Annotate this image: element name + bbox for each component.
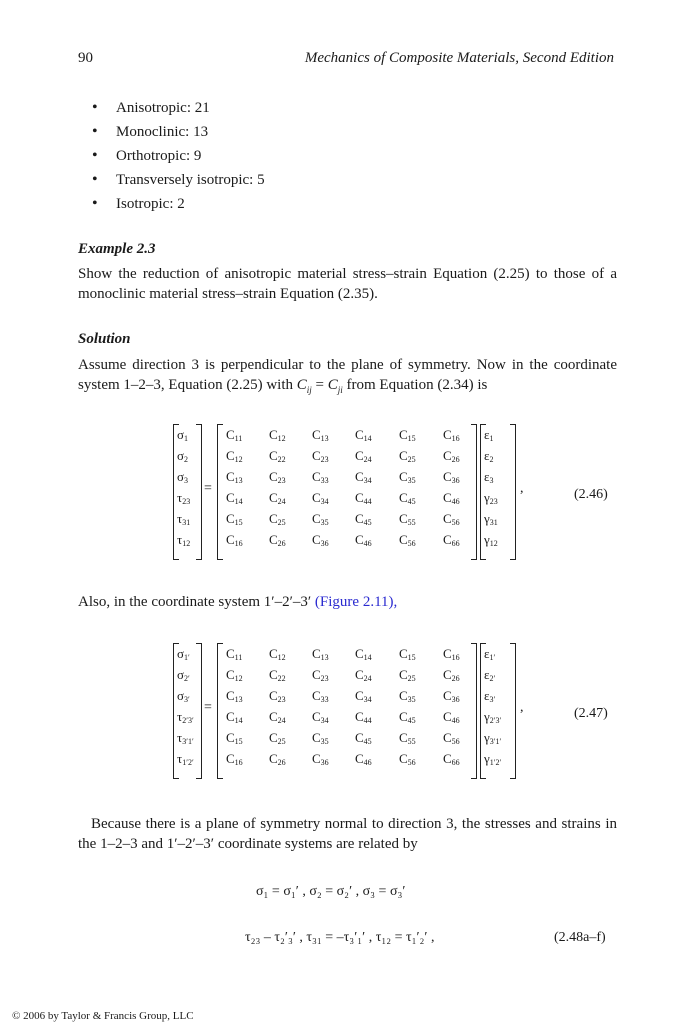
matrix-entry: $C_{34}$ — [312, 490, 329, 506]
matrix-entry: $C_{13}$ — [226, 469, 243, 485]
matrix-entry: $\gamma_{1'2'}$ — [484, 751, 502, 767]
matrix-entry: $\varepsilon_1$ — [484, 427, 494, 443]
matrix-entry: $C_{12}$ — [269, 646, 286, 662]
matrix-entry: $C_{45}$ — [399, 709, 416, 725]
matrix-entry: $\tau_{2'3'}$ — [177, 709, 194, 725]
matrix-entry: $C_{56}$ — [443, 511, 460, 527]
matrix-entry: $C_{44}$ — [355, 709, 372, 725]
matrix-entry: $\varepsilon_{3'}$ — [484, 688, 496, 704]
matrix-entry: $C_{23}$ — [312, 667, 329, 683]
matrix-entry: $C_{24}$ — [355, 448, 372, 464]
list-item: • Monoclinic: 13 — [92, 120, 265, 144]
bracket — [217, 424, 223, 560]
matrix-entry: $C_{34}$ — [355, 469, 372, 485]
equation-number: (2.48a–f) — [554, 930, 606, 945]
bracket — [196, 643, 202, 779]
matrix-entry: $C_{24}$ — [269, 709, 286, 725]
matrix-entry: $\sigma_{1'}$ — [177, 646, 190, 662]
bracket — [510, 643, 516, 779]
matrix-entry: $C_{25}$ — [269, 511, 286, 527]
matrix-entry: $C_{11}$ — [226, 427, 243, 443]
matrix-entry: $\gamma_{3'1'}$ — [484, 730, 502, 746]
matrix-entry: $C_{15}$ — [399, 427, 416, 443]
matrix-entry: $C_{11}$ — [226, 646, 243, 662]
matrix-entry: $\gamma_{31}$ — [484, 511, 498, 527]
matrix-entry: $C_{33}$ — [312, 469, 329, 485]
matrix-entry: $C_{34}$ — [355, 688, 372, 704]
matrix-entry: $C_{35}$ — [399, 688, 416, 704]
matrix-entry: $\varepsilon_2$ — [484, 448, 494, 464]
matrix-entry: $C_{56}$ — [443, 730, 460, 746]
matrix-entry: $C_{13}$ — [312, 646, 329, 662]
matrix-entry: $\sigma_3$ — [177, 469, 189, 485]
figure-link[interactable]: (Figure 2.11), — [314, 594, 398, 610]
matrix-entry: $C_{12}$ — [226, 667, 243, 683]
list-item: • Transversely isotropic: 5 — [92, 168, 265, 192]
example-text: Show the reduction of anisotropic material stress–strain Equation (2.25) to those of a monoclinic material stress–strain Equation (2.35). — [78, 266, 617, 302]
matrix-entry: $C_{46}$ — [355, 751, 372, 767]
bracket — [471, 643, 477, 779]
matrix-entry: $C_{66}$ — [443, 532, 460, 548]
matrix-entry: $C_{25}$ — [399, 667, 416, 683]
running-title: Mechanics of Composite Materials, Second Edition — [304, 50, 614, 66]
matrix-entry: $C_{46}$ — [355, 532, 372, 548]
example-heading: Example 2.3 — [78, 241, 156, 257]
matrix-entry: $C_{35}$ — [312, 511, 329, 527]
symmetry-count-list — [92, 96, 265, 216]
matrix-entry: $C_{44}$ — [355, 490, 372, 506]
matrix-entry: $\sigma_2$ — [177, 448, 189, 464]
matrix-entry: $\tau_{23}$ — [177, 490, 191, 506]
matrix-entry: $C_{23}$ — [269, 469, 286, 485]
matrix-entry: $C_{45}$ — [399, 490, 416, 506]
matrix-entry: $C_{14}$ — [226, 490, 243, 506]
matrix-entry: $\tau_{31}$ — [177, 511, 191, 527]
matrix-entry: $C_{36}$ — [443, 688, 460, 704]
matrix-entry: $C_{55}$ — [399, 730, 416, 746]
bracket — [217, 643, 223, 779]
matrix-entry: $C_{56}$ — [399, 751, 416, 767]
matrix-entry: $C_{45}$ — [355, 511, 372, 527]
matrix-entry: $C_{26}$ — [443, 667, 460, 683]
matrix-entry: $C_{13}$ — [226, 688, 243, 704]
matrix-entry: $C_{16}$ — [443, 427, 460, 443]
matrix-entry: $C_{15}$ — [226, 511, 243, 527]
matrix-entry: $C_{12}$ — [269, 427, 286, 443]
matrix-entry: $\gamma_{2'3'}$ — [484, 709, 502, 725]
matrix-entry: $C_{35}$ — [399, 469, 416, 485]
copyright: © 2006 by Taylor & Francis Group, LLC — [12, 1010, 194, 1022]
matrix-entry: $C_{25}$ — [399, 448, 416, 464]
matrix-entry: $C_{14}$ — [226, 709, 243, 725]
matrix-entry: $\sigma_{2'}$ — [177, 667, 190, 683]
matrix-entry: $C_{36}$ — [443, 469, 460, 485]
matrix-entry: $C_{46}$ — [443, 490, 460, 506]
matrix-entry: $\sigma_{3'}$ — [177, 688, 190, 704]
matrix-entry: $C_{26}$ — [269, 532, 286, 548]
matrix-entry: $C_{23}$ — [312, 448, 329, 464]
matrix-entry: $\gamma_{12}$ — [484, 532, 498, 548]
equation-2-48-line1: σ₁ = σ₁′ , σ₂ = σ₂′ , σ₃ = σ₃′ — [256, 884, 406, 899]
matrix-entry: $C_{16}$ — [226, 532, 243, 548]
matrix-entry: $\tau_{12}$ — [177, 532, 191, 548]
matrix-entry: $C_{24}$ — [355, 667, 372, 683]
equals-sign: = — [204, 700, 212, 715]
matrix-entry: $C_{16}$ — [226, 751, 243, 767]
matrix-entry: $C_{13}$ — [312, 427, 329, 443]
matrix-entry: $C_{15}$ — [399, 646, 416, 662]
matrix-entry: $\sigma_1$ — [177, 427, 189, 443]
matrix-entry: $C_{22}$ — [269, 448, 286, 464]
matrix-entry: $C_{36}$ — [312, 532, 329, 548]
matrix-entry: $C_{33}$ — [312, 688, 329, 704]
matrix-entry: $C_{23}$ — [269, 688, 286, 704]
equation-number: (2.46) — [574, 487, 608, 502]
matrix-entry: $\tau_{1'2'}$ — [177, 751, 194, 767]
bracket — [471, 424, 477, 560]
matrix-entry: $C_{55}$ — [399, 511, 416, 527]
solution-text: Assume direction 3 is perpendicular to the plane of symmetry. Now in the coordinate system 1–2–3, Equation (2.25) with $C_{ij} = C_{ji}$ from Equation (2.34) is — [78, 357, 617, 395]
matrix-entry: $C_{24}$ — [269, 490, 286, 506]
matrix-entry: $C_{26}$ — [269, 751, 286, 767]
comma: , — [520, 481, 524, 496]
matrix-entry: $C_{35}$ — [312, 730, 329, 746]
matrix-entry: $C_{46}$ — [443, 709, 460, 725]
bracket — [196, 424, 202, 560]
list-item: • Isotropic: 2 — [92, 192, 265, 216]
equation-2-48-line2: τ₂₃ – τ₂′₃′ , τ₃₁ = –τ₃′₁′ , τ₁₂ = τ₁′₂′ , — [245, 930, 435, 945]
matrix-entry: $C_{26}$ — [443, 448, 460, 464]
matrix-entry: $C_{15}$ — [226, 730, 243, 746]
matrix-entry: $C_{12}$ — [226, 448, 243, 464]
list-item: • Anisotropic: 21 — [92, 96, 265, 120]
matrix-entry: $\varepsilon_{2'}$ — [484, 667, 496, 683]
matrix-entry: $\varepsilon_3$ — [484, 469, 494, 485]
matrix-entry: $C_{66}$ — [443, 751, 460, 767]
matrix-entry: $C_{22}$ — [269, 667, 286, 683]
comma: , — [520, 700, 524, 715]
matrix-entry: $C_{25}$ — [269, 730, 286, 746]
matrix-entry: $C_{16}$ — [443, 646, 460, 662]
because-text: Because there is a plane of symmetry normal to direction 3, the stresses and strains in the 1–2–3 and 1′–2′–3′ coordinate systems are related by — [78, 816, 617, 852]
matrix-entry: $C_{45}$ — [355, 730, 372, 746]
solution-heading: Solution — [78, 331, 131, 347]
page-number: 90 — [78, 50, 93, 66]
equation-number: (2.47) — [574, 706, 608, 721]
matrix-entry: $C_{14}$ — [355, 427, 372, 443]
list-item: • Orthotropic: 9 — [92, 144, 265, 168]
matrix-entry: $C_{34}$ — [312, 709, 329, 725]
matrix-entry: $C_{56}$ — [399, 532, 416, 548]
matrix-entry: $C_{14}$ — [355, 646, 372, 662]
matrix-entry: $\varepsilon_{1'}$ — [484, 646, 496, 662]
matrix-entry: $\gamma_{23}$ — [484, 490, 498, 506]
matrix-entry: $\tau_{3'1'}$ — [177, 730, 194, 746]
equals-sign: = — [204, 481, 212, 496]
bracket — [510, 424, 516, 560]
also-text: Also, in the coordinate system 1′–2′–3′ (Figure 2.11), — [78, 594, 398, 610]
matrix-entry: $C_{36}$ — [312, 751, 329, 767]
